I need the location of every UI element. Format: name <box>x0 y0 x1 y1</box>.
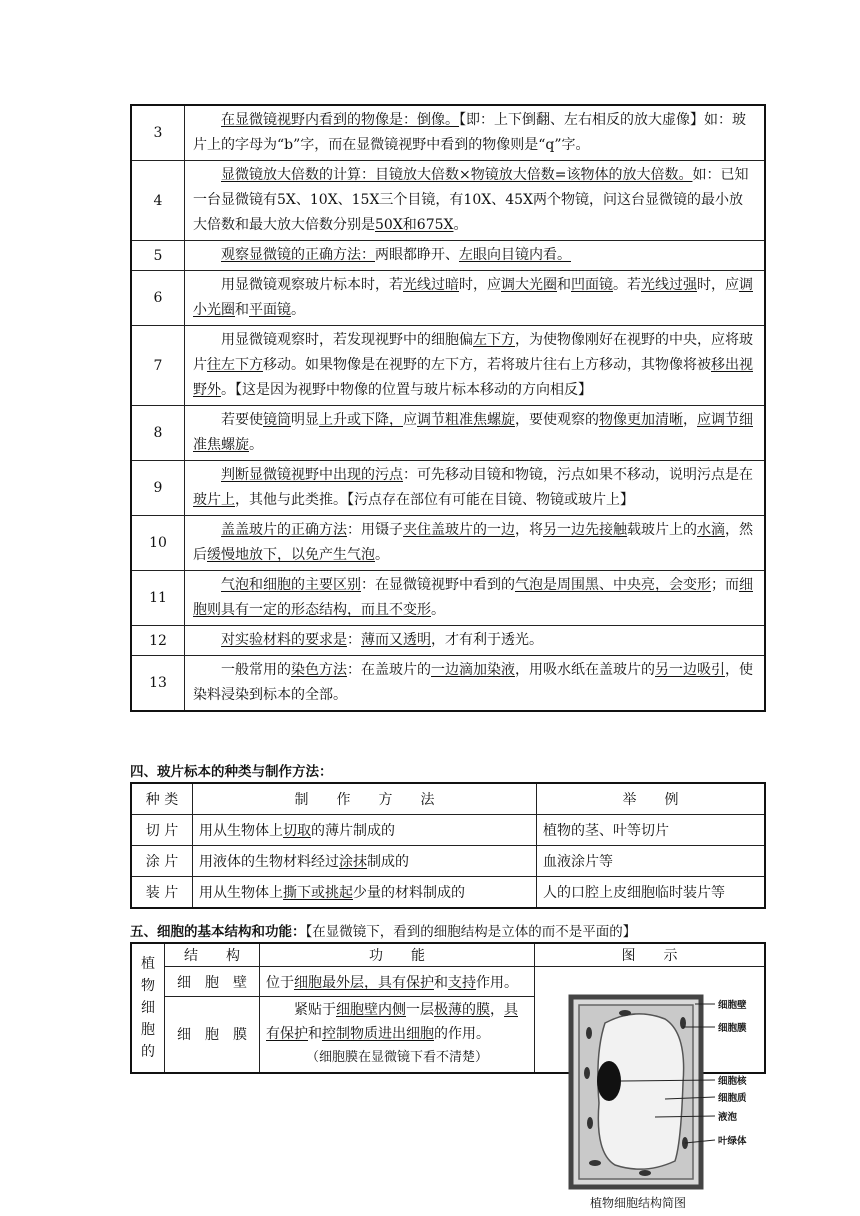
row-number: 4 <box>131 161 185 241</box>
underlined-text: 光线过暗 <box>403 277 459 293</box>
table-row <box>131 461 765 516</box>
header-example: 举 例 <box>537 783 766 815</box>
text-segment: ： <box>347 632 361 648</box>
underlined-text: 平面镜 <box>249 302 291 318</box>
type-cell: 切 片 <box>131 815 193 846</box>
row-text <box>185 161 766 241</box>
row-number: 13 <box>131 656 185 712</box>
text-segment: 用显微镜观察时，若发现视野中的细胞偏 <box>221 332 473 348</box>
underlined-text: 细胞最外层，具有保护 <box>294 974 434 991</box>
text-segment: ：可先移动目镜和物镜，污点如果不移动，说明污点是在 <box>403 467 753 483</box>
text-segment: ， <box>683 412 697 428</box>
row-paragraph <box>193 108 756 158</box>
section5-heading-note: 【在显微镜下，看到的细胞结构是立体的而不是平面的】 <box>305 924 637 940</box>
example-cell: 植物的茎、叶等切片 <box>537 815 766 846</box>
underlined-text: 调小光圈 <box>193 277 753 318</box>
text-segment: 用显微镜观察玻片标本时，若 <box>221 277 403 293</box>
type-cell: 涂 片 <box>131 846 193 877</box>
text-segment: 。 <box>291 302 305 318</box>
section5-heading-title: 五、细胞的基本结构和功能： <box>130 924 306 940</box>
text-segment: 少量的材料制成的 <box>353 885 465 901</box>
text-segment: 用液体的生物材料经过 <box>199 854 339 870</box>
text-segment: ：在盖玻片的 <box>347 662 431 678</box>
text-segment: 若要使 <box>221 412 263 428</box>
label-chloroplast: 叶绿体 <box>718 1136 747 1147</box>
row-text <box>185 656 766 712</box>
text-segment: ， <box>490 1002 504 1019</box>
underlined-text: 应调节细准焦螺旋 <box>193 412 753 453</box>
underlined-text: 夹住盖玻片的一边 <box>403 522 515 538</box>
function-cell <box>260 967 535 997</box>
header-diagram: 图 示 <box>535 943 766 967</box>
slide-types-table <box>130 782 766 909</box>
row-paragraph <box>193 463 756 513</box>
text-segment: 紧贴于 <box>294 1002 336 1019</box>
text-segment: 用从生物体上 <box>199 823 283 839</box>
row-text <box>185 241 766 271</box>
text-segment: ，要使观察的 <box>515 412 599 428</box>
row-number: 8 <box>131 406 185 461</box>
header-type: 种 类 <box>131 783 193 815</box>
text-segment: 【即：上下倒翻、左右相反的放大虚像】如：玻片上的字母为“b”字，而在显微镜视野中看到的物像则是“q”字。 <box>193 112 746 153</box>
table-row <box>131 271 765 326</box>
underlined-text: 缓慢地放下，以免产生气泡 <box>207 547 375 563</box>
microscope-tips-table <box>130 104 766 712</box>
row-text <box>185 406 766 461</box>
table-row <box>131 161 765 241</box>
row-text <box>185 516 766 571</box>
table-row <box>131 516 765 571</box>
underlined-text: 观察显微镜的正确方法： <box>221 247 375 263</box>
header-method: 制 作 方 法 <box>193 783 537 815</box>
label-cell-wall: 细胞壁 <box>718 1000 747 1011</box>
table-header-row <box>131 783 765 815</box>
row-paragraph <box>193 573 756 623</box>
underlined-text: 移出视野外 <box>193 357 753 398</box>
underlined-text: 细胞则具有一定的形态结构，而且不变形 <box>193 577 753 618</box>
text-segment: 。若 <box>613 277 641 293</box>
text-segment: 如：已知一台显微镜有5X、10X、15X三个目镜，有10X、45X两个物镜，问这台显微镜的最小放大倍数和最大放大倍数分别是 <box>193 167 749 233</box>
underlined-text: 凹面镜 <box>571 277 613 293</box>
row-paragraph <box>193 328 756 403</box>
text-segment: 两眼都睁开、 <box>375 247 459 263</box>
text-segment: ，使染料浸染到标本的全部。 <box>193 662 753 703</box>
table-row <box>131 105 765 161</box>
text-segment: 一层 <box>406 1002 434 1019</box>
table-row <box>131 326 765 406</box>
row-paragraph <box>193 628 756 653</box>
underlined-text: 切取 <box>283 823 311 839</box>
underlined-text: 一边滴加染液 <box>431 662 515 678</box>
table-row <box>131 571 765 626</box>
structure-cell: 细 胞 膜 <box>165 997 260 1073</box>
text-segment: 用从生物体上 <box>199 885 283 901</box>
row-text <box>185 105 766 161</box>
text-segment: 的薄片制成的 <box>311 823 395 839</box>
function-cell <box>260 997 535 1073</box>
text-segment: 明显 <box>291 412 319 428</box>
row-text <box>185 271 766 326</box>
text-segment: 应 <box>403 412 417 428</box>
underlined-text: 支持 <box>448 974 476 991</box>
underlined-text: 调大光圈 <box>501 277 557 293</box>
text-segment: ：用镊子 <box>347 522 403 538</box>
underlined-text: 另一边先接触 <box>543 522 627 538</box>
text-segment: 的作用。 <box>434 1026 490 1043</box>
function-note: （细胞膜在显微镜下看不清楚） <box>305 1050 488 1066</box>
row-paragraph <box>193 243 756 268</box>
row-text <box>185 571 766 626</box>
row-text <box>185 461 766 516</box>
underlined-text: 在显微镜视野内看到的物像是：倒像。 <box>221 112 459 128</box>
underlined-text: 气泡和细胞的主要区别 <box>221 577 361 593</box>
example-cell: 人的口腔上皮细胞临时装片等 <box>537 877 766 909</box>
table-row <box>131 626 765 656</box>
underlined-text: 另一边吸引 <box>655 662 725 678</box>
underlined-text: 玻片上 <box>193 492 235 508</box>
underlined-text: 调节粗准焦螺旋 <box>417 412 515 428</box>
underlined-text: 50X和675X <box>375 217 454 233</box>
underlined-text: 气泡是周围黑、中央亮，会变形 <box>515 577 711 593</box>
row-number: 7 <box>131 326 185 406</box>
example-cell: 血液涂片等 <box>537 846 766 877</box>
text-segment: 时，应 <box>697 277 739 293</box>
label-nucleus: 细胞核 <box>718 1076 747 1087</box>
underlined-text: 极薄的膜 <box>434 1002 490 1019</box>
table-row <box>131 656 765 712</box>
underlined-text: 左下方 <box>473 332 515 348</box>
text-segment: 位于 <box>266 974 294 991</box>
underlined-text: 水滴 <box>697 522 725 538</box>
text-segment: ；而 <box>711 577 739 593</box>
text-segment: ，才有利于透光。 <box>431 632 543 648</box>
section4-heading: 四、玻片标本的种类与制作方法： <box>130 764 333 780</box>
text-segment: 。 <box>431 602 445 618</box>
underlined-text: 判断显微镜视野中出现的污点 <box>221 467 403 483</box>
text-segment: 。【这是因为视野中物像的位置与玻片标本移动的方向相反】 <box>221 382 592 398</box>
underlined-text: 上升或下降， <box>319 412 403 428</box>
method-cell <box>193 815 537 846</box>
text-segment: ，用吸水纸在盖玻片的 <box>515 662 655 678</box>
underlined-text: 对实验材料的要求是 <box>221 632 347 648</box>
underlined-text: 物像更加清晰 <box>599 412 683 428</box>
text-segment: 一般常用的 <box>221 662 291 678</box>
row-text <box>185 626 766 656</box>
text-segment: ，其他与此类推。【污点存在部位有可能在目镜、物镜或玻片上】 <box>235 492 634 508</box>
text-segment: ，为使物像刚好在视野的中央，应将玻片 <box>193 332 753 373</box>
diagram-caption: 植物细胞结构简图 <box>590 1196 687 1210</box>
structure-cell: 细 胞 壁 <box>165 967 260 997</box>
text-segment: 载玻片上的 <box>627 522 697 538</box>
text-segment: 和 <box>235 302 249 318</box>
row-number: 6 <box>131 271 185 326</box>
row-text <box>185 326 766 406</box>
text-segment: ，将 <box>515 522 543 538</box>
row-number: 5 <box>131 241 185 271</box>
table-row <box>131 877 765 909</box>
underlined-text: 盖盖玻片的正确方法 <box>221 522 347 538</box>
underlined-text: 染色方法 <box>291 662 347 678</box>
text-segment: ，然后 <box>193 522 753 563</box>
underlined-text: 薄而又透明 <box>361 632 431 648</box>
header-function: 功 能 <box>260 943 535 967</box>
row-paragraph <box>193 518 756 568</box>
text-segment: 移动。如果物像是在视野的左下方，若将玻片往右上方移动，其物像将被 <box>263 357 711 373</box>
label-vacuole: 液泡 <box>718 1112 738 1123</box>
text-segment: 。 <box>375 547 389 563</box>
method-cell <box>193 877 537 909</box>
underlined-text: 左眼向目镜内看。 <box>459 247 571 263</box>
table-row <box>131 815 765 846</box>
text-segment: ：在显微镜视野中看到的 <box>361 577 515 593</box>
text-segment: 制成的 <box>367 854 409 870</box>
row-paragraph <box>193 408 756 458</box>
text-segment: 和 <box>308 1026 322 1043</box>
text-segment: 时，应 <box>459 277 501 293</box>
table-header-row <box>131 943 765 967</box>
text-segment: 。 <box>249 437 263 453</box>
row-paragraph <box>193 273 756 323</box>
row-number: 3 <box>131 105 185 161</box>
row-paragraph <box>193 658 756 708</box>
underlined-text: 具有保护 <box>266 1002 518 1043</box>
label-cell-membrane: 细胞膜 <box>718 1023 747 1034</box>
underlined-text: 涂抹 <box>339 854 367 870</box>
function-text <box>266 998 528 1046</box>
type-cell: 装 片 <box>131 877 193 909</box>
table-row <box>131 846 765 877</box>
table-row <box>131 241 765 271</box>
row-number: 10 <box>131 516 185 571</box>
header-structure: 结 构 <box>165 943 260 967</box>
underlined-text: 光线过强 <box>641 277 697 293</box>
text-segment: 作用。 <box>476 974 518 991</box>
text-segment: 和 <box>557 277 571 293</box>
table-row <box>131 406 765 461</box>
row-paragraph <box>193 163 756 238</box>
row-number: 12 <box>131 626 185 656</box>
underlined-text: 细胞壁内侧 <box>336 1002 406 1019</box>
text-segment: 。 <box>453 217 468 233</box>
text-segment: 和 <box>434 974 448 991</box>
label-cytoplasm: 细胞质 <box>718 1093 747 1104</box>
section5-heading <box>130 920 636 940</box>
underlined-text: 撕下或挑起 <box>283 885 353 901</box>
underlined-text: 镜筒 <box>263 412 291 428</box>
method-cell <box>193 846 537 877</box>
table-row <box>131 967 765 997</box>
plant-cell-side-label: 植物细胞的 <box>131 943 165 1073</box>
row-number: 11 <box>131 571 185 626</box>
underlined-text: 显微镜放大倍数的计算：目镜放大倍数×物镜放大倍数=该物体的放大倍数。 <box>221 167 693 183</box>
row-number: 9 <box>131 461 185 516</box>
underlined-text: 往左下方 <box>207 357 263 373</box>
underlined-text: 控制物质进出细胞 <box>322 1026 434 1043</box>
